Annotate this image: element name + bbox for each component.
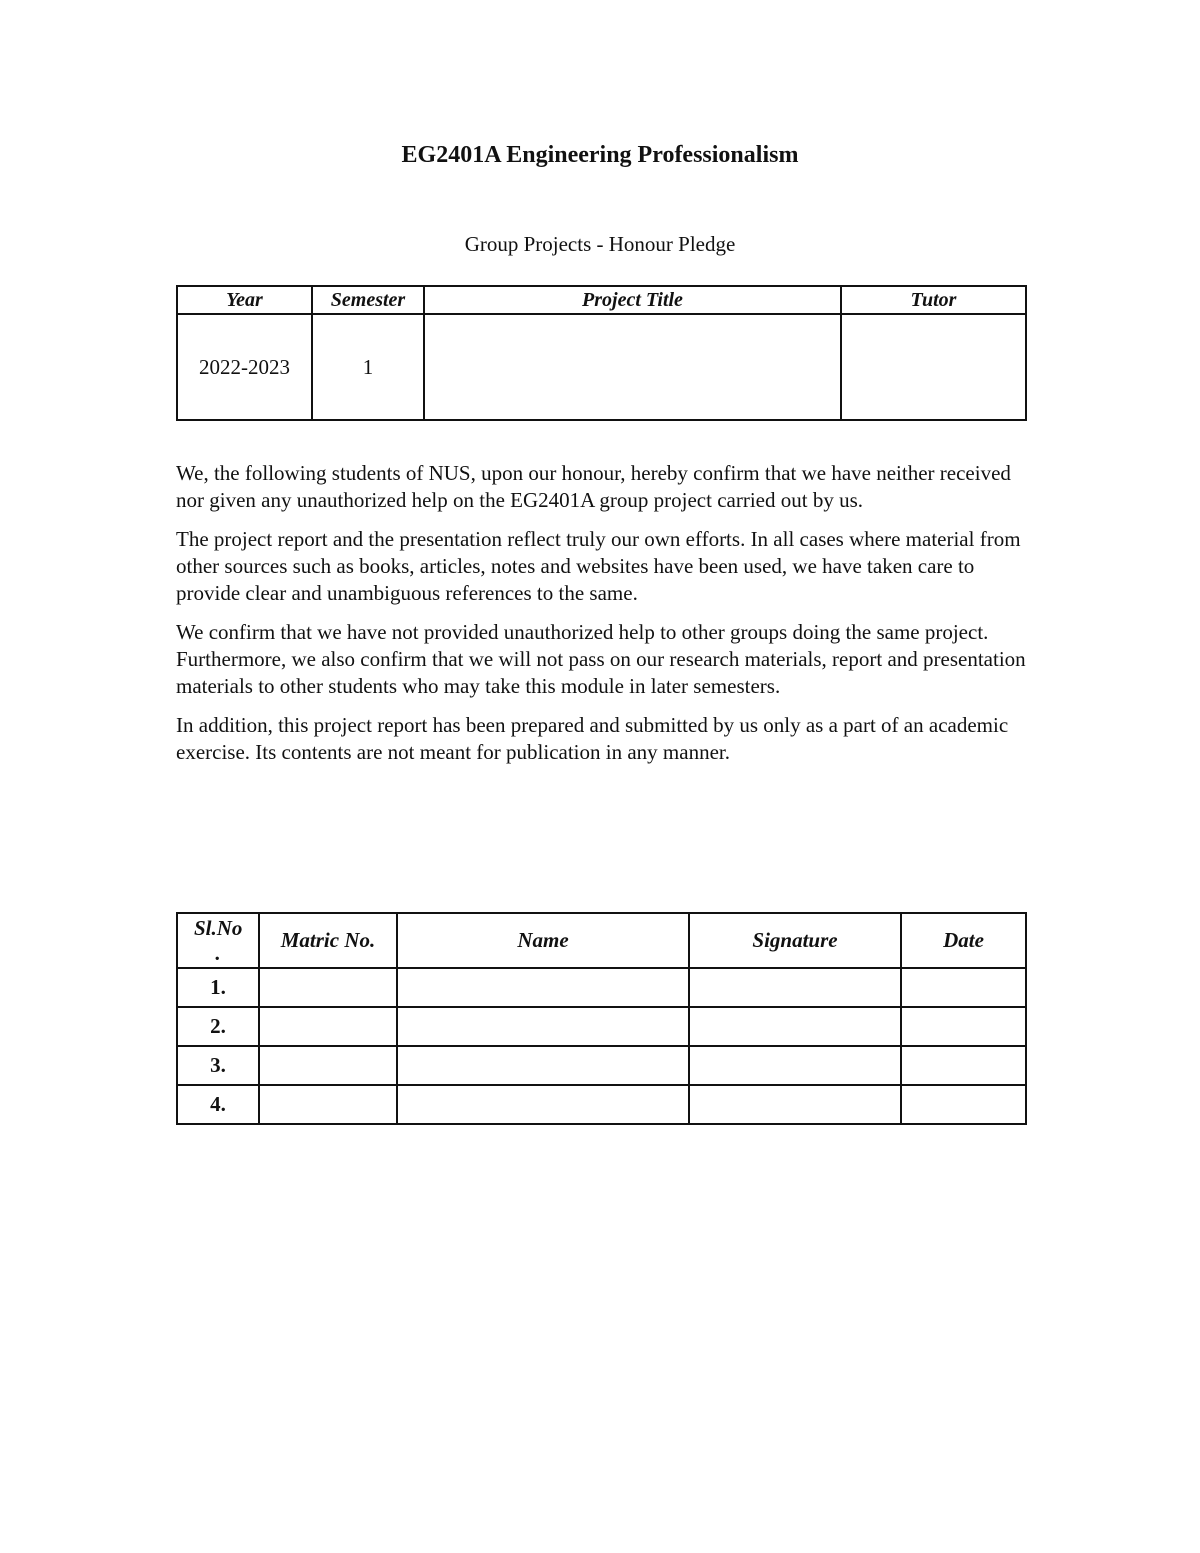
year-header: Year — [177, 286, 312, 314]
matric-number-header: Matric No. — [259, 913, 397, 968]
pledge-paragraph: We confirm that we have not provided unauthorized help to other groups doing the same project. Furthermore, we also confirm that we will not pass on our research materials, report and presentation materials to other students who may take this module in later semesters. — [176, 620, 1026, 698]
page-subtitle: Group Projects - Honour Pledge — [464, 232, 736, 256]
signature-cell[interactable] — [689, 1007, 901, 1046]
matric-number-cell[interactable] — [259, 1046, 397, 1085]
matric-number-cell[interactable] — [259, 968, 397, 1007]
signature-cell[interactable] — [689, 1085, 901, 1124]
serial-number-cell: 4. — [177, 1085, 259, 1124]
serial-number-cell: 3. — [177, 1046, 259, 1085]
table-row — [177, 968, 1026, 1007]
signature-cell[interactable] — [689, 1046, 901, 1085]
date-cell[interactable] — [901, 1085, 1026, 1124]
name-cell[interactable] — [397, 1085, 689, 1124]
semester-cell: 1 — [312, 314, 424, 420]
signature-cell[interactable] — [689, 968, 901, 1007]
matric-number-cell[interactable] — [259, 1085, 397, 1124]
semester-header: Semester — [312, 286, 424, 314]
table-row — [177, 1007, 1026, 1046]
signature-header: Signature — [689, 913, 901, 968]
page-title: EG2401A Engineering Professionalism — [401, 142, 799, 168]
table-header-row — [177, 913, 1026, 968]
year-cell: 2022-2023 — [177, 314, 312, 420]
serial-number-cell: 1. — [177, 968, 259, 1007]
name-cell[interactable] — [397, 968, 689, 1007]
matric-number-cell[interactable] — [259, 1007, 397, 1046]
table-row — [177, 1046, 1026, 1085]
project-info-table — [176, 285, 1027, 421]
name-cell[interactable] — [397, 1046, 689, 1085]
project-title-cell[interactable] — [424, 314, 841, 420]
serial-number-cell: 2. — [177, 1007, 259, 1046]
serial-number-header: Sl.No . — [177, 913, 259, 968]
table-row — [177, 314, 1026, 420]
name-header: Name — [397, 913, 689, 968]
date-cell[interactable] — [901, 1046, 1026, 1085]
name-cell[interactable] — [397, 1007, 689, 1046]
table-header-row — [177, 286, 1026, 314]
date-cell[interactable] — [901, 1007, 1026, 1046]
date-cell[interactable] — [901, 968, 1026, 1007]
tutor-header: Tutor — [841, 286, 1026, 314]
project-title-header: Project Title — [424, 286, 841, 314]
pledge-text — [176, 460, 1026, 778]
pledge-paragraph: In addition, this project report has been prepared and submitted by us only as a part of an academic exercise. Its contents are not meant for publication in any manner. — [176, 713, 1009, 764]
signature-table — [176, 912, 1027, 1125]
pledge-paragraph: We, the following students of NUS, upon our honour, hereby confirm that we have neither received nor given any unauthorized help on the EG2401A group project carried out by us. — [176, 461, 1011, 512]
date-header: Date — [901, 913, 1026, 968]
pledge-paragraph: The project report and the presentation reflect truly our own efforts. In all cases where material from other sources such as books, articles, notes and websites have been used, we have taken care to provide clear and unambiguous references to the same. — [176, 527, 1021, 605]
tutor-cell[interactable] — [841, 314, 1026, 420]
table-row — [177, 1085, 1026, 1124]
